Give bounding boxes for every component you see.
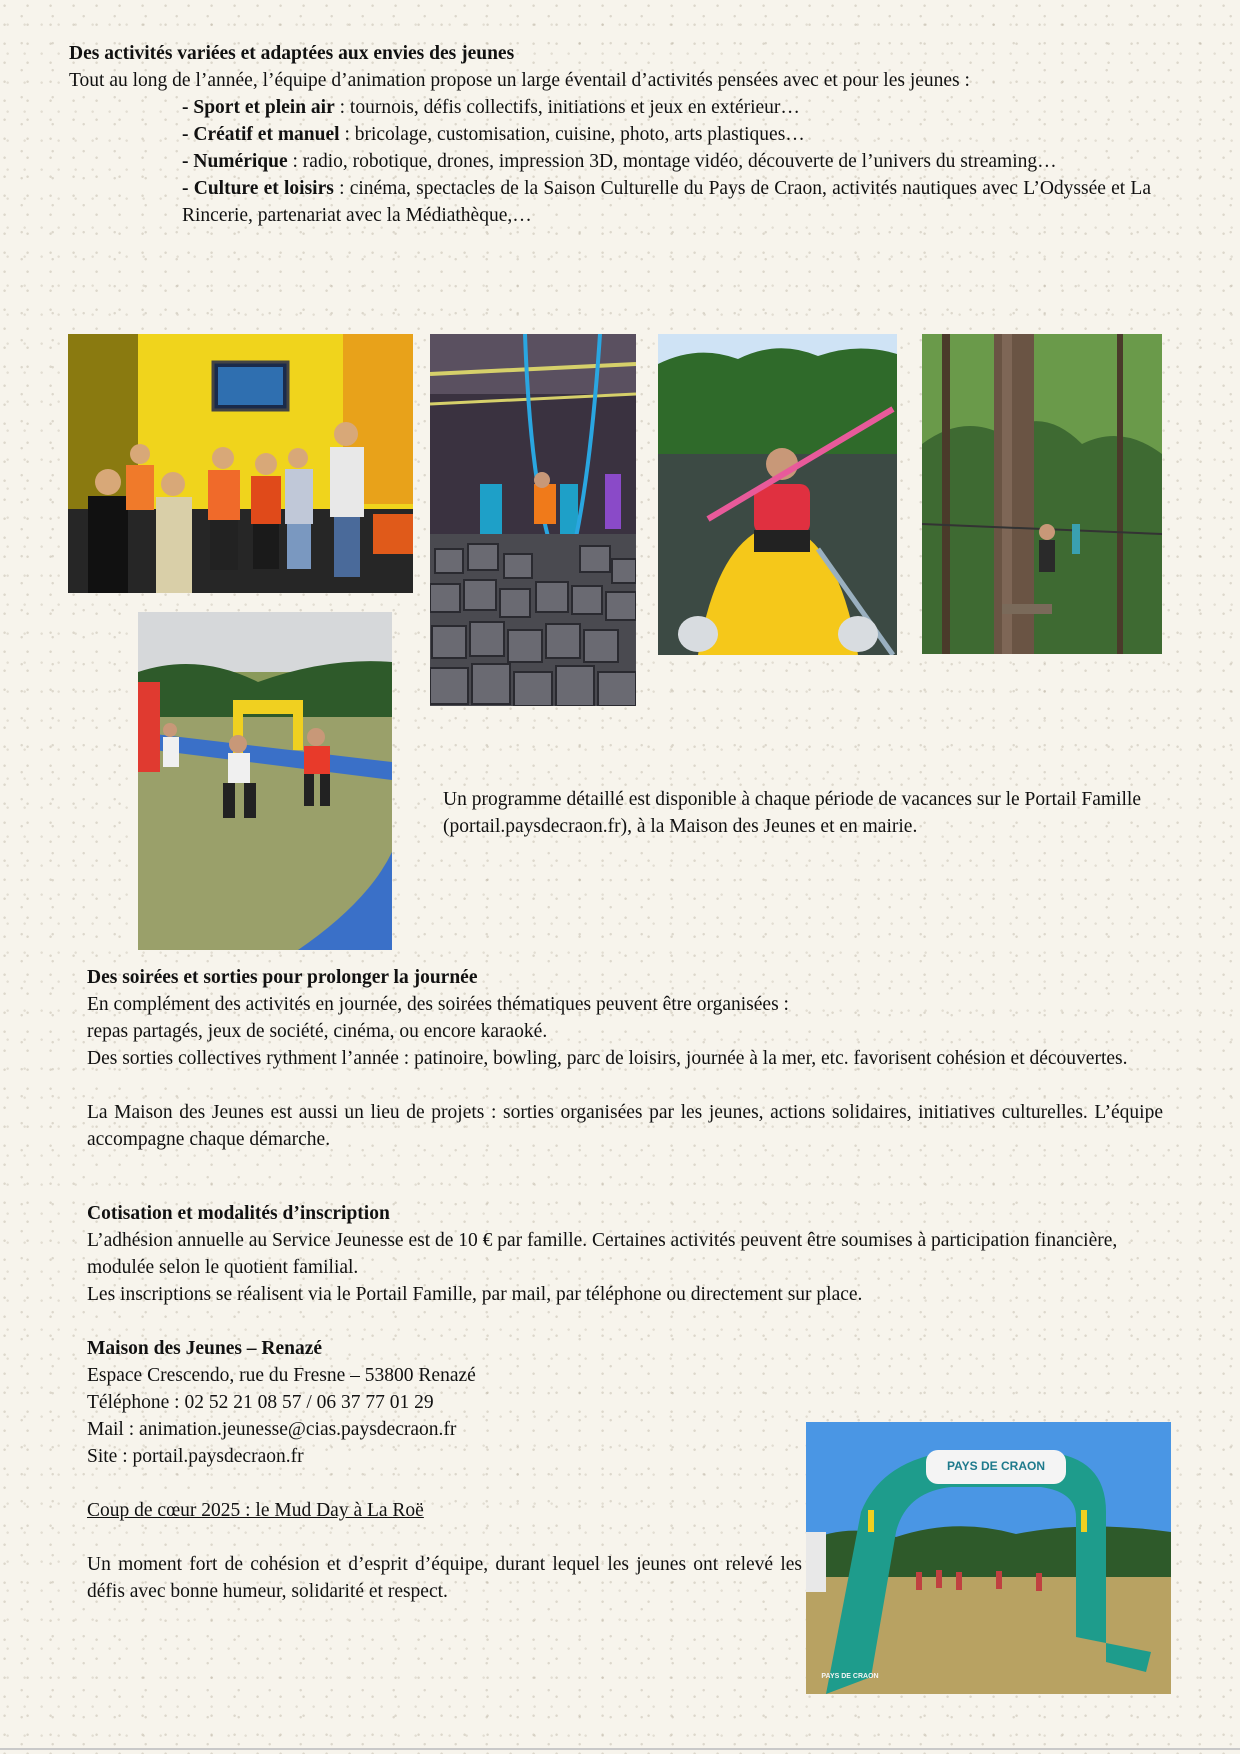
activities-section [69,40,1151,229]
highlight-text: Un moment fort de cohésion et d’esprit d’équipe, durant lequel les jeunes ont relevé les défis avec bonne humeur, solidarité et respect. [87,1554,802,1602]
evenings-section [87,964,1163,1153]
fees-line: L’adhésion annuelle au Service Jeunesse est de 10 € par famille. Certaines activités peuvent être soumises à participation financière, modulée selon le quotient familial. [87,1230,1118,1278]
photo-kayak [658,334,897,655]
evenings-line: En complément des activités en journée, des soirées thématiques peuvent être organisées : [87,994,789,1015]
list-item [182,121,1151,148]
contact-address: Espace Crescendo, rue du Fresne – 53800 Renazé [87,1365,476,1386]
activities-intro: Tout au long de l’année, l’équipe d’animation propose un large éventail d’activités pensées avec et pour les jeunes : [69,70,970,91]
programme-note [443,786,1148,840]
photo-mud-day-arch [806,1422,1171,1694]
item-text: : cinéma, spectacles de la Saison Culturelle du Pays de Craon, activités nautiques avec L’Odyssée et La Rincerie, partenariat avec la Médiathèque,… [182,178,1151,226]
item-label: - Numérique [182,151,288,172]
fees-line: Les inscriptions se réalisent via le Portail Famille, par mail, par téléphone ou directement sur place. [87,1284,863,1305]
photo-football [138,612,392,950]
contact-site: Site : portail.paysdecraon.fr [87,1446,304,1467]
list-item [182,148,1151,175]
item-text: : radio, robotique, drones, impression 3D, montage vidéo, découverte de l’univers du streaming… [287,151,1057,172]
item-label: - Créatif et manuel [182,124,340,145]
contact-mail: Mail : animation.jeunesse@cias.paysdecraon.fr [87,1419,457,1440]
contact-phone: Téléphone : 02 52 21 08 57 / 06 37 77 01 29 [87,1392,434,1413]
evenings-heading: Des soirées et sorties pour prolonger la journée [87,967,478,988]
page-bottom-border [0,1748,1240,1750]
item-label: - Culture et loisirs [182,178,334,199]
evenings-line: Des sorties collectives rythment l’année : patinoire, bowling, parc de loisirs, journée à la mer, etc. favorisent cohésion et découvertes. [87,1048,1128,1069]
photo-foam-pit [430,334,636,706]
item-text: : tournois, défis collectifs, initiations et jeux en extérieur… [334,97,800,118]
programme-text: Un programme détaillé est disponible à chaque période de vacances sur le Portail Famille (portail.paysdecraon.fr), à la Maison des Jeunes et en mairie. [443,789,1141,837]
fees-heading: Cotisation et modalités d’inscription [87,1203,390,1224]
evenings-line: repas partagés, jeux de société, cinéma, ou encore karaoké. [87,1021,548,1042]
item-label: - Sport et plein air [182,97,335,118]
item-text: : bricolage, customisation, cuisine, photo, arts plastiques… [339,124,805,145]
contact-section [87,1335,807,1605]
projects-paragraph: La Maison des Jeunes est aussi un lieu de projets : sorties organisées par les jeunes, actions solidaires, initiatives culturelles. L’équipe accompagne chaque démarche. [87,1102,1163,1150]
photo-tree-climbing [922,334,1162,654]
activities-list [182,94,1151,229]
list-item [182,175,1151,229]
highlight-title: Coup de cœur 2025 : le Mud Day à La Roë [87,1500,424,1521]
arch-banner-text: PAYS DE CRAON [946,1459,1046,1473]
arch-side-text: PAYS DE CRAON [821,1673,879,1680]
list-item [182,94,1151,121]
photo-trampoline-group [68,334,413,593]
activities-heading: Des activités variées et adaptées aux envies des jeunes [69,43,515,64]
fees-section [87,1200,1163,1308]
contact-heading: Maison des Jeunes – Renazé [87,1338,323,1359]
